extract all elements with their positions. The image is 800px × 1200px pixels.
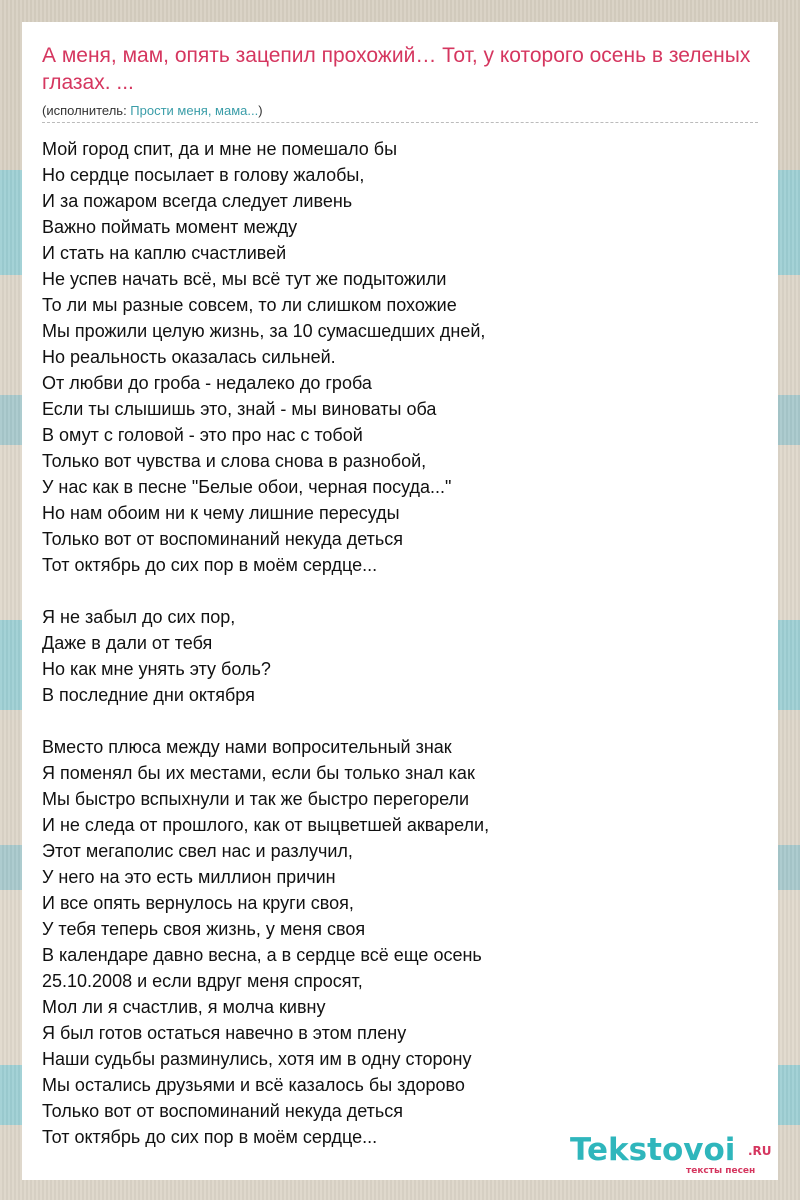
lyric-line: Мы прожили целую жизнь, за 10 сумасшедших дней,: [42, 321, 486, 341]
lyric-line: И стать на каплю счастливей: [42, 243, 287, 263]
lyric-line: Мой город спит, да и мне не помешало бы: [42, 139, 398, 159]
artist-line: [42, 103, 758, 123]
lyric-line: В календаре давно весна, а в сердце всё еще осень: [42, 945, 482, 965]
lyrics-body: [42, 136, 758, 1150]
lyric-line: Но реальность оказалась сильней.: [42, 347, 336, 367]
lyric-line: У нас как в песне "Белые обои, черная посуда...": [42, 477, 452, 497]
chorus: [42, 604, 758, 708]
lyric-line: Только вот от воспоминаний некуда деться: [42, 1101, 404, 1121]
lyric-line: Важно поймать момент между: [42, 217, 298, 237]
lyric-line: 25.10.2008 и если вдруг меня спросят,: [42, 971, 363, 991]
logo-tagline: тексты песен: [686, 1166, 756, 1176]
lyric-line: Вместо плюса между нами вопросительный знак: [42, 737, 452, 757]
lyric-line: Но сердце посылает в голову жалобы,: [42, 165, 365, 185]
artist-suffix: ): [258, 103, 263, 118]
artist-prefix: (исполнитель:: [42, 103, 131, 118]
lyric-line: Не успев начать всё, мы всё тут же подытожили: [42, 269, 447, 289]
lyric-line: Даже в дали от тебя: [42, 633, 213, 653]
stanza-gap: [42, 708, 758, 734]
lyric-line: И за пожаром всегда следует ливень: [42, 191, 353, 211]
lyric-line: Я был готов остаться навечно в этом плену: [42, 1023, 407, 1043]
artist-link[interactable]: Прости меня, мама...: [130, 103, 259, 118]
lyric-line: В омут с головой - это про нас с тобой: [42, 425, 363, 445]
lyric-line: Мол ли я счастлив, я молча кивну: [42, 997, 326, 1017]
lyric-line: И не следа от прошлого, как от выцветшей акварели,: [42, 815, 490, 835]
page-title: А меня, мам, опять зацепил прохожий… Тот, у которого осень в зеленых глазах. ...: [42, 44, 751, 94]
lyric-line: Но нам обоим ни к чему лишние пересуды: [42, 503, 400, 523]
lyric-line: От любви до гроба - недалеко до гроба: [42, 373, 372, 393]
lyric-line: Мы остались друзьями и всё казалось бы здорово: [42, 1075, 465, 1095]
lyric-line: То ли мы разные совсем, то ли слишком похожие: [42, 295, 457, 315]
lyrics-card: [22, 22, 778, 1180]
logo-wordmark: Tekstovoi: [570, 1132, 736, 1168]
lyric-line: Этот мегаполис свел нас и разлучил,: [42, 841, 353, 861]
lyric-line: В последние дни октября: [42, 685, 255, 705]
lyric-line: Но как мне унять эту боль?: [42, 659, 271, 679]
lyric-line: У тебя теперь своя жизнь, у меня своя: [42, 919, 366, 939]
stanza-gap: [42, 578, 758, 604]
lyric-line: Тот октябрь до сих пор в моём сердце...: [42, 555, 378, 575]
site-logo[interactable]: [570, 1132, 780, 1176]
lyric-line: Мы быстро вспыхнули и так же быстро перегорели: [42, 789, 470, 809]
lyric-line: Только вот чувства и слова снова в разнобой,: [42, 451, 427, 471]
verse-2: [42, 734, 758, 1150]
lyric-line: Наши судьбы разминулись, хотя им в одну сторону: [42, 1049, 472, 1069]
lyric-line: И все опять вернулось на круги своя,: [42, 893, 354, 913]
lyric-line: Я поменял бы их местами, если бы только знал как: [42, 763, 475, 783]
lyric-line: Тот октябрь до сих пор в моём сердце...: [42, 1127, 378, 1147]
lyric-line: Если ты слышишь это, знай - мы виноваты оба: [42, 399, 437, 419]
verse-1: [42, 136, 758, 578]
lyric-line: Только вот от воспоминаний некуда деться: [42, 529, 404, 549]
lyric-line: У него на это есть миллион причин: [42, 867, 336, 887]
lyric-line: Я не забыл до сих пор,: [42, 607, 236, 627]
logo-domain: .RU: [748, 1144, 772, 1158]
